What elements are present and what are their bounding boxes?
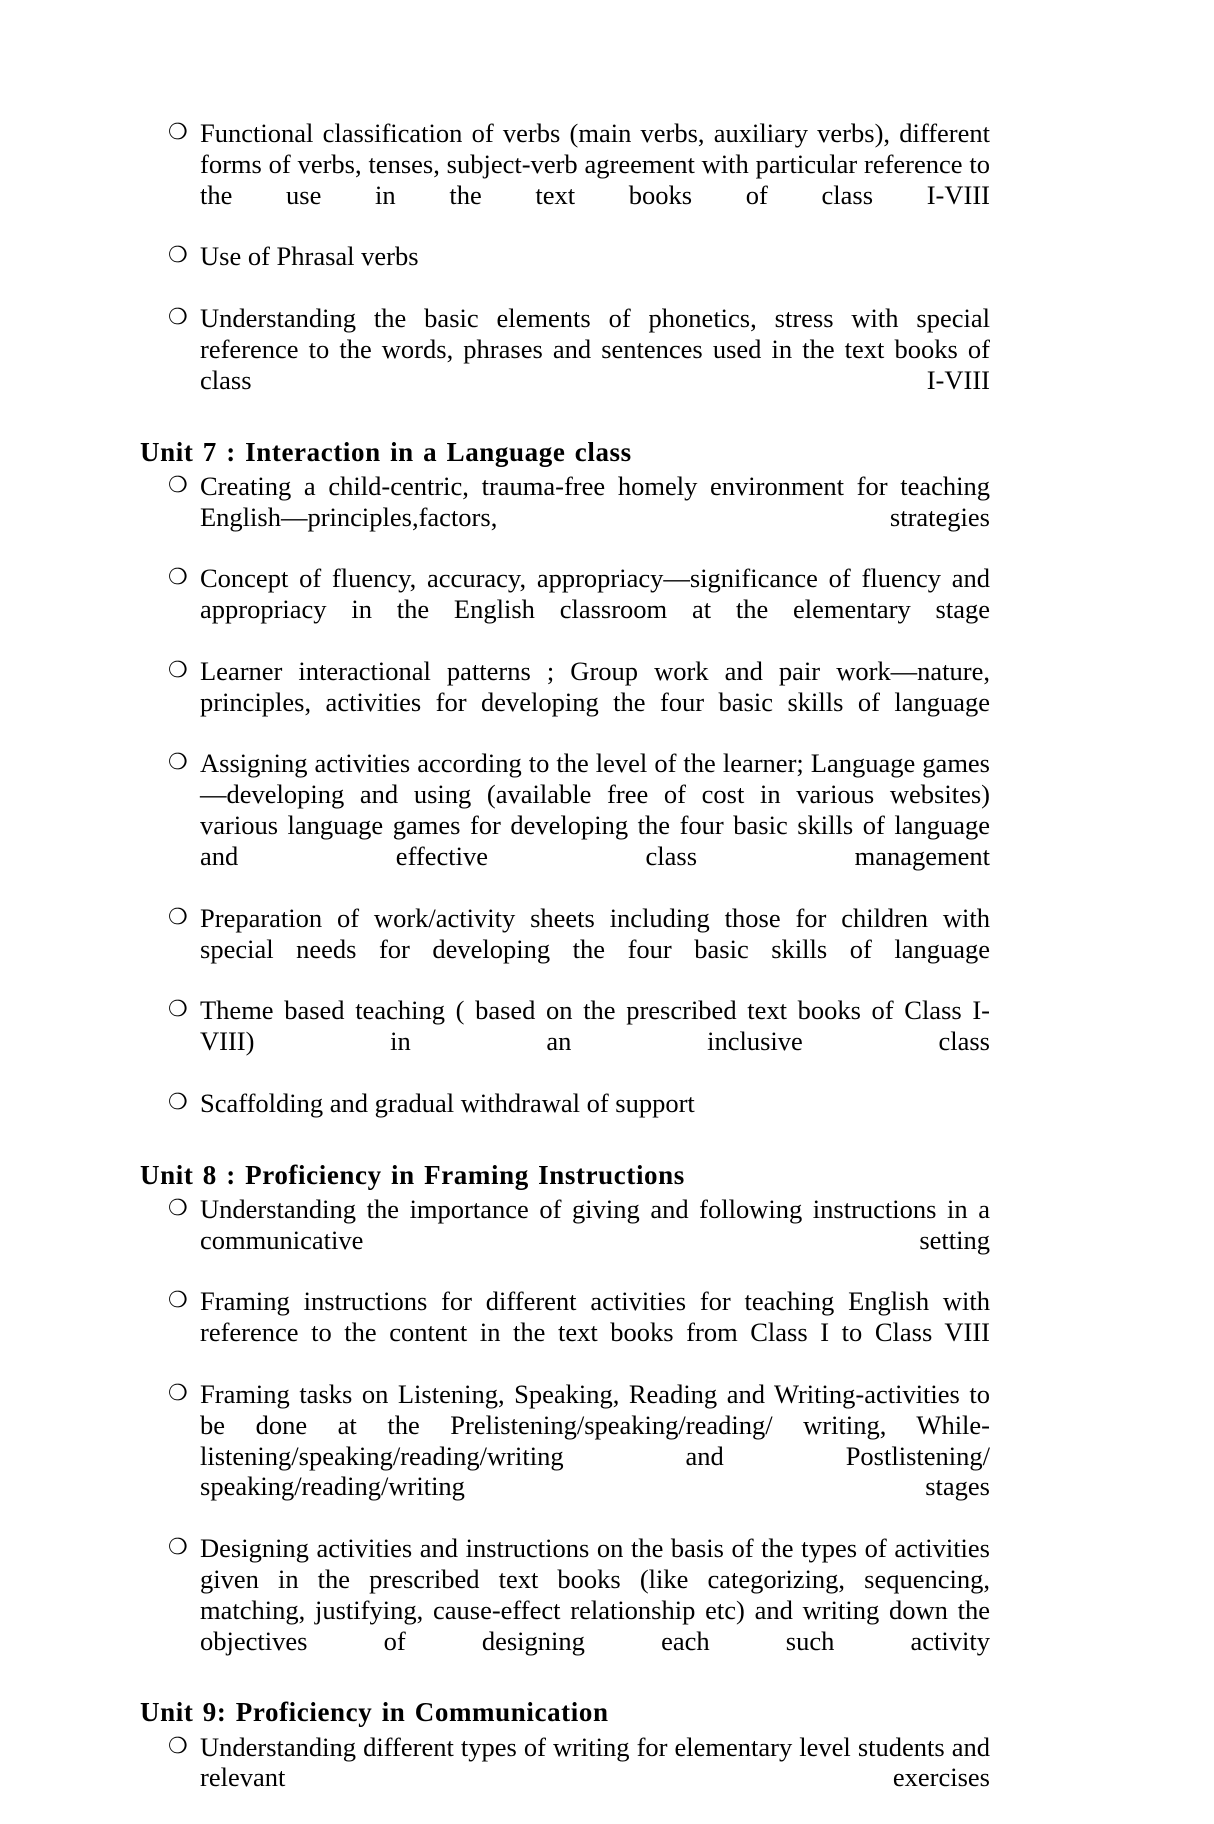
bullet-icon: ❍	[168, 120, 188, 145]
unit-8-heading: Unit 8 : Proficiency in Framing Instructions	[140, 1159, 685, 1190]
bullet-icon: ❍	[168, 750, 188, 776]
bullet-icon: ❍	[168, 657, 188, 683]
bullet-icon: ❍	[168, 565, 188, 591]
bullet-icon: ❍	[168, 1089, 188, 1115]
list-item	[140, 1286, 990, 1379]
bullet-list-unit-8	[140, 1194, 990, 1688]
bullet-icon: ❍	[168, 997, 188, 1023]
list-item	[140, 903, 990, 996]
unit-9-heading: Unit 9: Proficiency in Communication	[140, 1697, 609, 1728]
list-item-text: Scaffolding and gradual withdrawal of support	[200, 1087, 695, 1118]
list-item-text: Preparation of work/activity sheets including those for children with special needs for developing the four basic skills of language	[200, 902, 990, 964]
list-item	[140, 1379, 990, 1533]
bullet-icon: ❍	[168, 1733, 188, 1759]
list-item-text: Understanding different types of writing for elementary level students and relevant exercises	[200, 1731, 990, 1793]
list-item-text: Understanding the importance of giving and following instructions in a communicative setting	[200, 1193, 990, 1255]
bullet-icon: ❍	[168, 1535, 188, 1561]
list-item	[140, 656, 990, 749]
list-item	[140, 995, 990, 1088]
page-content	[140, 118, 990, 1824]
list-item	[140, 118, 990, 241]
list-item-text: Assigning activities according to the level of the learner; Language games—developing and using (available free of cost in various websites) various language games for developing the four basic skills of language and effective class management	[200, 748, 990, 871]
list-item	[140, 1533, 990, 1687]
bullet-list-unit-7	[140, 471, 990, 1150]
list-item-text: Designing activities and instructions on the basis of the types of activities given in the prescribed text books (like categorizing, sequencing, matching, justifying, cause-effect relationship etc) and writing down the objectives of designing each such activity	[200, 1533, 990, 1656]
bullet-icon: ❍	[168, 1195, 188, 1221]
bullet-icon: ❍	[168, 904, 188, 930]
bullet-icon: ❍	[168, 472, 188, 498]
bullet-list-continuation	[140, 118, 990, 427]
list-item-text: Concept of fluency, accuracy, appropriacy—significance of fluency and appropriacy in the English classroom at the elementary stage	[200, 563, 990, 625]
bullet-list-unit-9	[140, 1732, 990, 1824]
list-item	[140, 241, 990, 303]
list-item-text: Understanding the basic elements of phonetics, stress with special reference to the words, phrases and sentences used in the text books of class I-VIII	[200, 303, 990, 395]
list-item	[140, 563, 990, 656]
bullet-icon: ❍	[168, 243, 188, 269]
bullet-icon: ❍	[168, 1288, 188, 1314]
bullet-icon: ❍	[168, 305, 188, 331]
list-item-text: Framing tasks on Listening, Speaking, Reading and Writing-activities to be done at the Prelistening/speaking/reading/ writing, While- listening/speaking/reading/writing and Postlistening/ speaking/reading/writing stages	[200, 1378, 990, 1502]
list-item-text: Use of Phrasal verbs	[200, 241, 419, 272]
bullet-icon: ❍	[168, 1380, 188, 1406]
list-item	[140, 1732, 990, 1824]
list-item	[140, 471, 990, 564]
list-item	[140, 1088, 990, 1150]
list-item-text: Theme based teaching ( based on the prescribed text books of Class I-VIII) in an inclusive class	[200, 995, 990, 1057]
list-item-text: Creating a child-centric, trauma-free homely environment for teaching English—principles,factors, strategies	[200, 470, 990, 532]
list-item-text: Functional classification of verbs (main verbs, auxiliary verbs), different forms of verbs, tenses, subject-verb agreement with particular reference to the use in the text books of class I-VIII	[200, 118, 990, 210]
list-item-text: Learner interactional patterns ; Group work and pair work—nature, principles, activities for developing the four basic skills of language	[200, 655, 990, 717]
list-item	[140, 748, 990, 902]
list-item-text: Framing instructions for different activities for teaching English with reference to the content in the text books from Class I to Class VIII	[200, 1286, 990, 1348]
unit-7-heading: Unit 7 : Interaction in a Language class	[140, 436, 632, 467]
list-item	[140, 1194, 990, 1287]
list-item	[140, 303, 990, 426]
